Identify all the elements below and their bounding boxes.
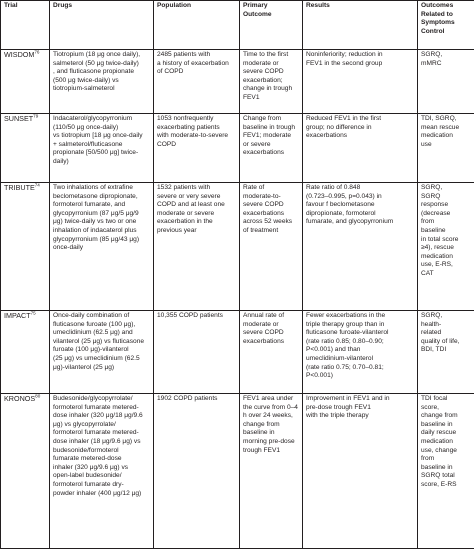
drugs-cell: Tiotropium (18 μg once daily), salmeterol (50 μg twice-daily) , and fluticasone propionate (500 μg twice-daily) vs tiotropium-salmeterol [50,50,154,114]
trial-name: WISDOM [4,50,34,59]
reference-number: 74 [35,183,40,188]
primary-outcome-cell: Change from baseline in trough FEV1; moderate or severe exacerbations [240,114,303,183]
header-drugs: Drugs [50,1,154,50]
primary-outcome-cell: Time to the first moderate or severe COPD exacerbation; change in trough FEV1 [240,50,303,114]
reference-number: 80 [35,394,40,399]
trial-name-cell [1,394,50,549]
population-cell: 1053 nonfrequently exacerbating patients with moderate-to-severe COPD [154,114,240,183]
table-row [1,183,474,311]
results-cell: Fewer exacerbations in the triple therapy group than in fluticasone furoate-vilanterol (rate ratio 0.85; 0.80–0.90; P<0.001) and than umeclidinium-vilanterol (rate ratio 0.75; 0.70–0.81; P<0.001) [303,311,418,394]
trial-name: IMPACT [4,311,31,320]
primary-outcome-cell: Annual rate of moderate or severe COPD exacerbations [240,311,303,394]
table-row [1,394,474,549]
trial-name-cell [1,50,50,114]
header-symptoms-control: Outcomes Related to Symptoms Control [418,1,474,50]
results-cell: Rate ratio of 0.848 (0.723–0.995, p=0.043) in favour f beclometasone dipropionate, formoterol fumarate, and glycopyrronium [303,183,418,311]
population-cell: 2485 patients with a history of exacerbation of COPD [154,50,240,114]
primary-outcome-cell: FEV1 area under the curve from 0–4 h over 24 weeks, change from baseline in morning pre-dose trough FEV1 [240,394,303,549]
results-cell: Improvement in FEV1 and in pre-dose trough FEV1 with the triple therapy [303,394,418,549]
table-row [1,50,474,114]
table-row [1,114,474,183]
reference-number: 75 [31,311,36,316]
header-row [1,1,474,50]
population-cell: 1902 COPD patients [154,394,240,549]
results-cell: Noninferiority; reduction in FEV1 in the second group [303,50,418,114]
reference-number: 76 [34,50,39,55]
header-trial: Trial [1,1,50,50]
results-cell: Reduced FEV1 in the first group; no difference in exacerbations [303,114,418,183]
trial-name-cell [1,311,50,394]
trial-name: TRIBUTE [4,183,35,192]
table-row [1,311,474,394]
primary-outcome-cell: Rate of moderate-to- severe COPD exacerbations across 52 weeks of treatment [240,183,303,311]
drugs-cell: Indacaterol/glycopyrronium (110/50 μg once-daily) vs tiotropium [18 μg once-daily + salmeterol/fluticasone propionate [50/500 μg] twice- daily) [50,114,154,183]
trial-name: KRONOS [4,394,35,403]
header-results: Results [303,1,418,50]
population-cell: 10,355 COPD patients [154,311,240,394]
drugs-cell: Budesonide/glycopyrrolate/ formoterol fumarate metered- dose inhaler (320 μg/18 μg/9.6 μg) vs glycopyrrolate/ formoterol fumarate metered- dose inhaler (18 μg/9.6 μg) vs budesonide/formoterol fumarate metered-dose inhaler (320 μg/9.6 μg) vs open-label budesonide/ formoterol fumarate dry- powder inhaler (400 μg/12 μg) [50,394,154,549]
drugs-cell: Once-daily combination of fluticasone furoate (100 μg), umeclidinium (62.5 μg) and vilanterol (25 μg) vs fluticasone furoate (100 μg)-vilanterol (25 μg) vs umeclidinium (62.5 μg)-vilanterol (25 μg) [50,311,154,394]
symptoms-control-cell: SGRQ, SGRQ response (decrease from baseline in total score ≥4), rescue medication use, E-RS, CAT [418,183,474,311]
symptoms-control-cell: TDI, SGRQ, mean rescue medication use [418,114,474,183]
reference-number: 79 [33,114,38,119]
population-cell: 1532 patients with severe or very severe COPD and at least one moderate or severe exacerbation in the previous year [154,183,240,311]
trial-name-cell [1,183,50,311]
symptoms-control-cell: SGRQ, health- related quality of life, BDI, TDI [418,311,474,394]
trial-name: SUNSET [4,114,33,123]
header-primary-outcome: Primary Outcome [240,1,303,50]
symptoms-control-cell: SGRQ, mMRC [418,50,474,114]
drugs-cell: Two inhalations of extrafine beclometasone dipropionate, formoterol fumarate, and glycopyrronium (87 μg/5 μg/9 μg) twice-daily vs two or one inhalation of indacaterol plus glycopyrronium (85 μg/43 μg) once-daily [50,183,154,311]
symptoms-control-cell: TDI focal score, change from baseline in daily rescue medication use, change from baseline in SGRQ total score, E-RS [418,394,474,549]
trial-name-cell [1,114,50,183]
header-population: Population [154,1,240,50]
